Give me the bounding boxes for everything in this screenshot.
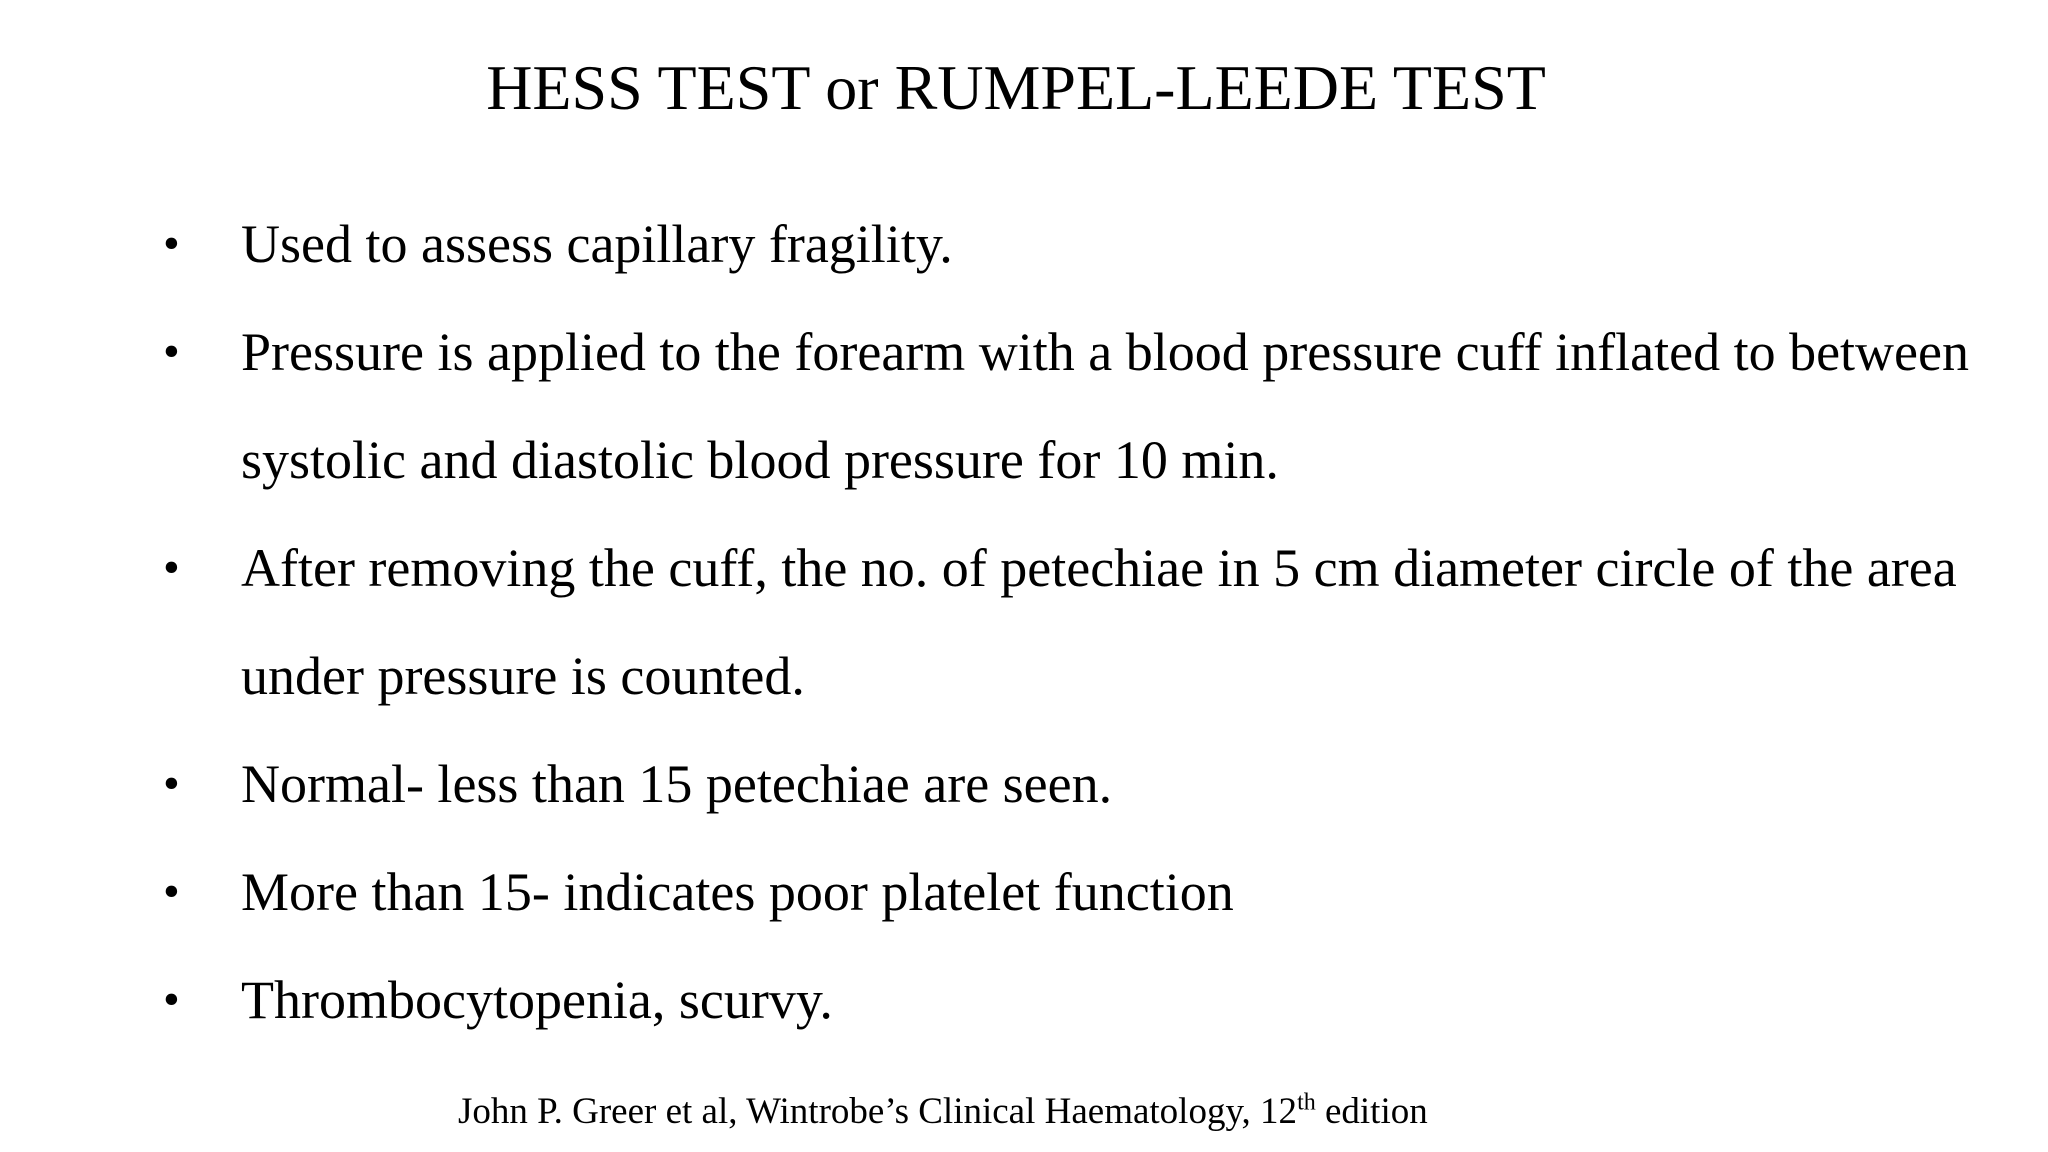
bullet-icon: • [163,973,180,1026]
bullet-text: Pressure is applied to the forearm with a blood pressure cuff inflated to between systolic and diastolic blood pressure for 10 min. [241,322,1969,490]
citation [458,1090,1428,1134]
bullet-item [163,730,1993,838]
bullet-text: Thrombocytopenia, scurvy. [241,970,833,1030]
bullet-text: Used to assess capillary fragility. [241,214,953,274]
bullet-item [163,838,1993,946]
bullet-icon: • [163,541,180,594]
bullet-icon: • [163,325,180,378]
citation-suffix: edition [1315,1091,1428,1132]
slide-title: HESS TEST or RUMPEL-LEEDE TEST [486,52,1546,123]
bullet-item [163,298,1993,514]
bullet-icon: • [163,757,180,810]
bullet-text: More than 15- indicates poor platelet function [241,862,1234,922]
bullet-list [163,190,1993,1054]
citation-superscript: th [1297,1089,1316,1116]
bullet-text: After removing the cuff, the no. of petechiae in 5 cm diameter circle of the area under pressure is counted. [241,538,1957,706]
bullet-icon: • [163,865,180,918]
citation-main: John P. Greer et al, Wintrobe’s Clinical Haematology, 12 [458,1091,1298,1132]
bullet-text: Normal- less than 15 petechiae are seen. [241,754,1113,814]
bullet-item [163,190,1993,298]
bullet-icon: • [163,217,180,270]
bullet-item [163,514,1993,730]
bullet-item [163,946,1993,1054]
